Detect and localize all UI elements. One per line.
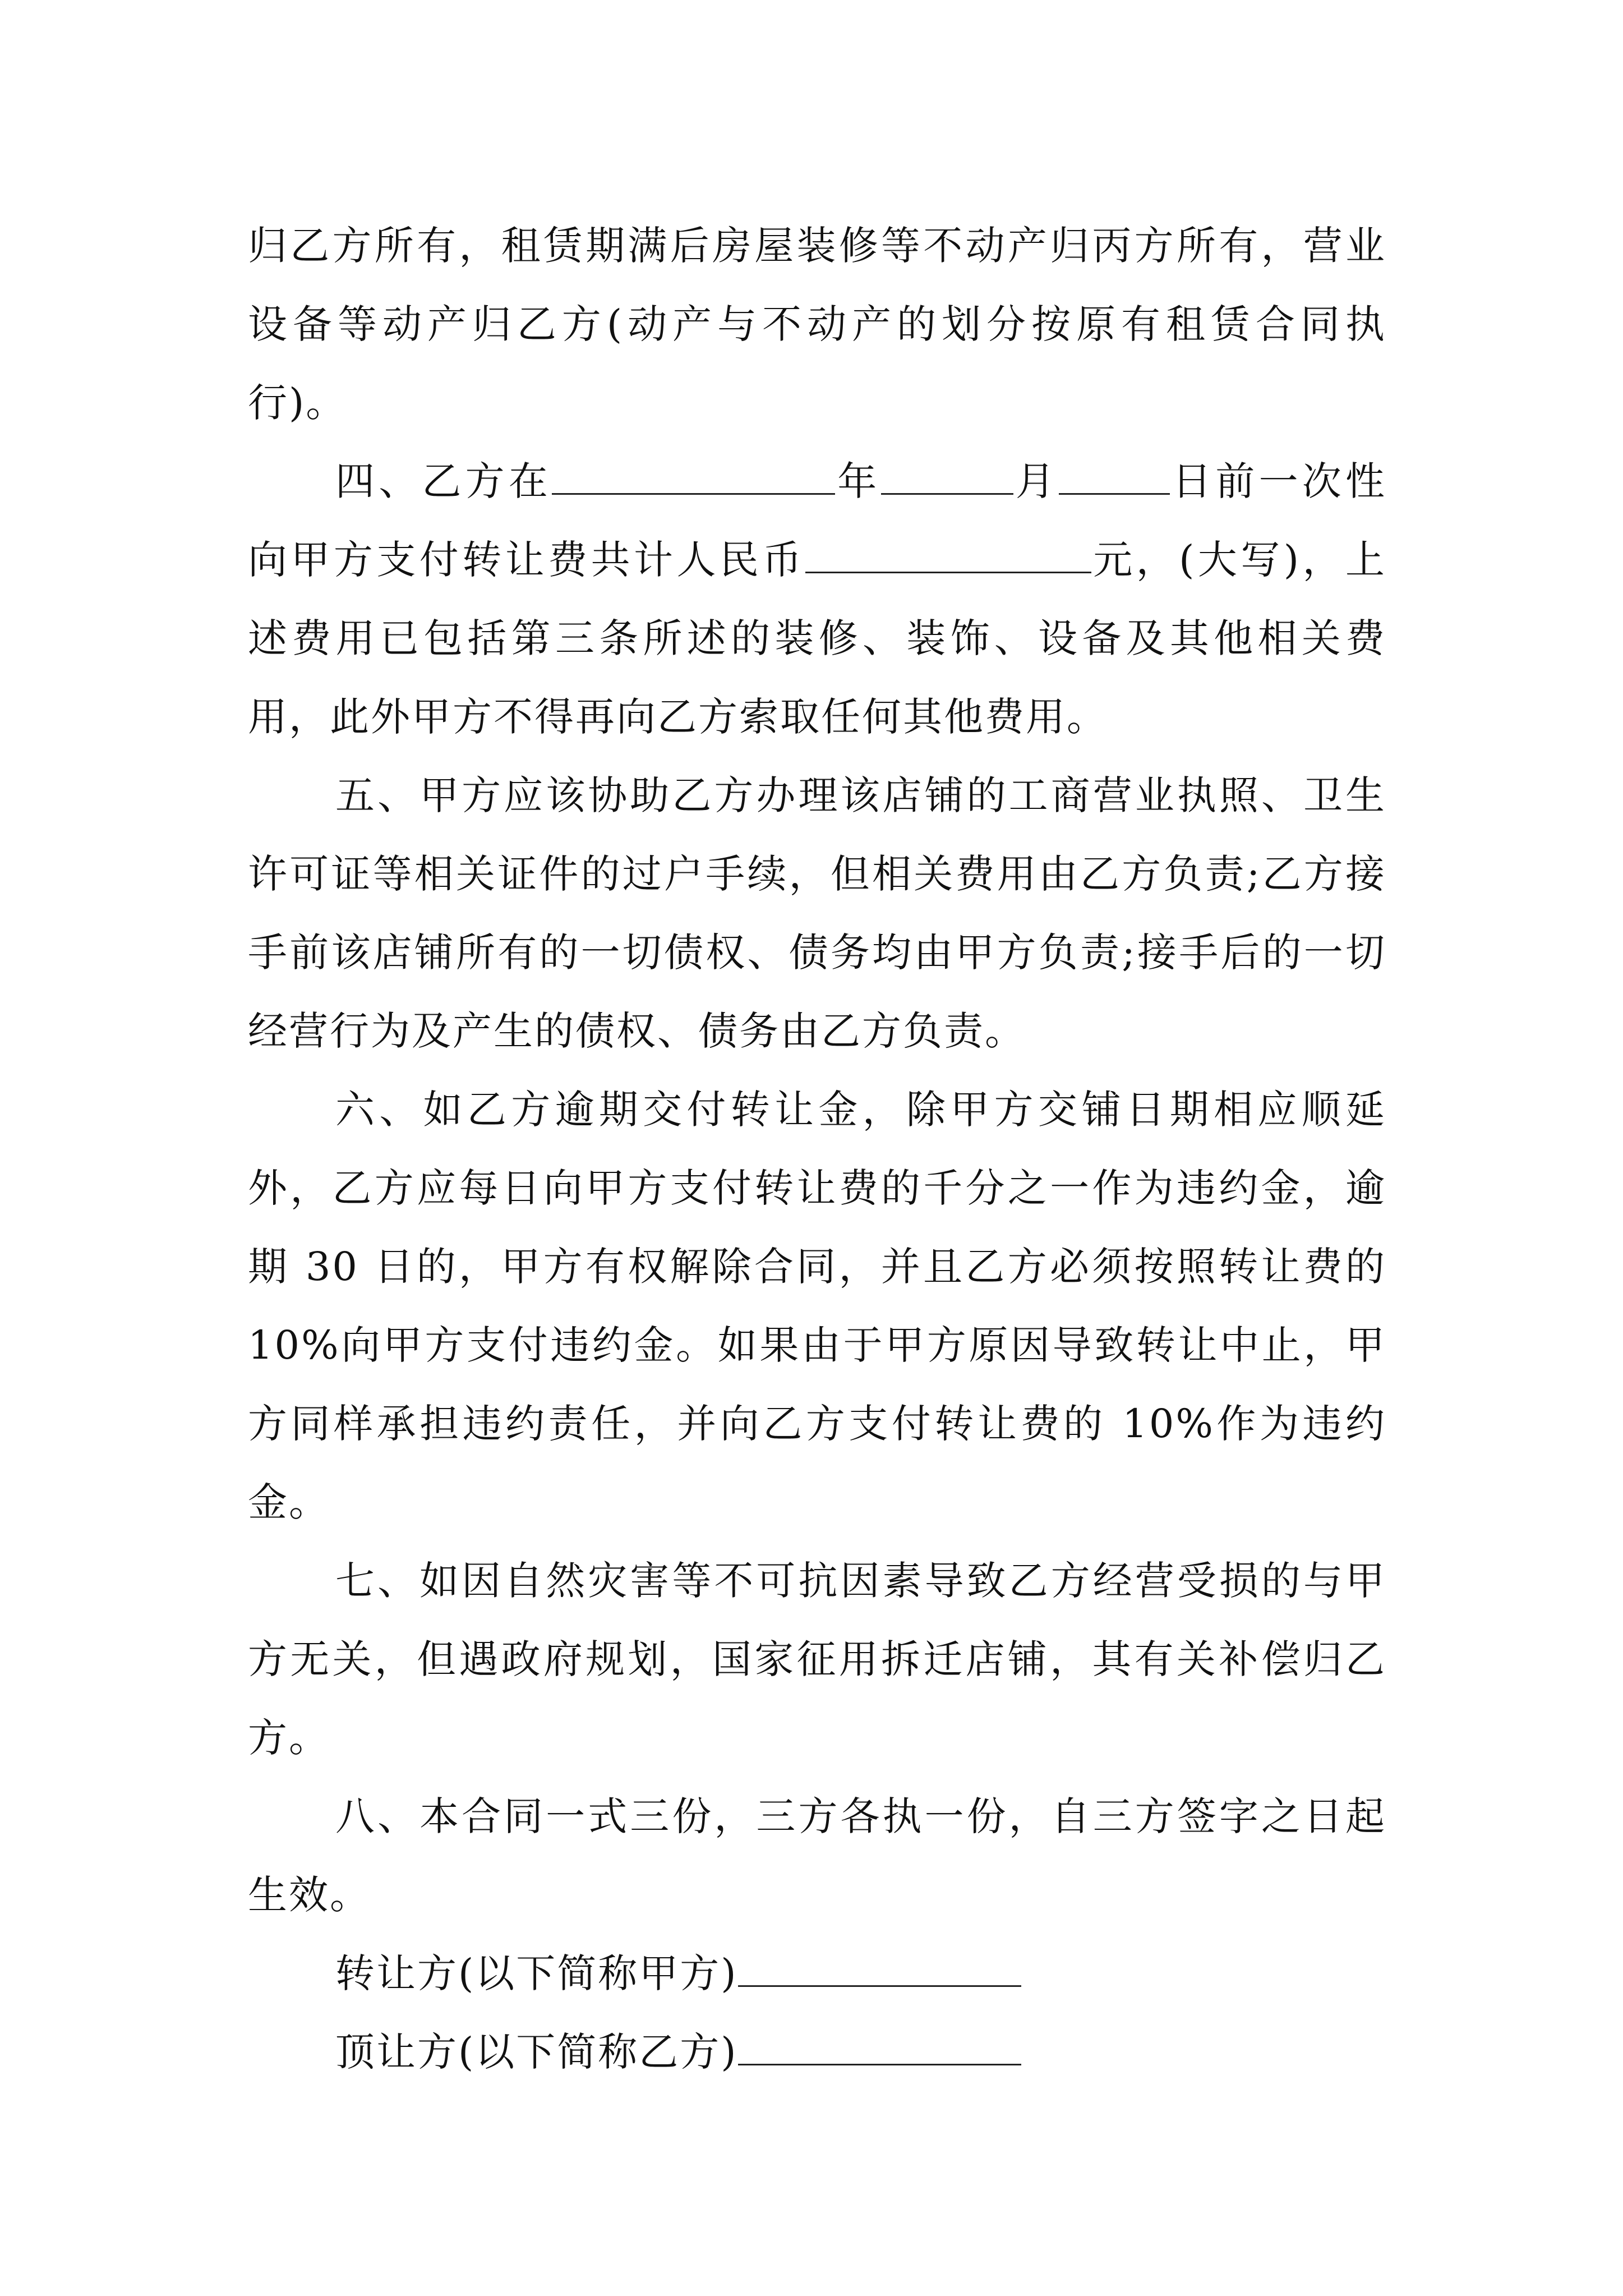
amount-blank	[805, 538, 1091, 573]
transferee-signature-line	[248, 2013, 1386, 2091]
paragraph-continuation: 归乙方所有，租赁期满后房屋装修等不动产归丙方所有，营业设备等动产归乙方(动产与不动产的划分按原有租赁合同执行)。	[248, 223, 1386, 426]
contract-body	[248, 206, 1386, 2091]
clause-4-text-5: 元，(大写)，上述费用已包括第三条所述的装修、装饰、设备及其他相关费用，此外甲方不得再向乙方索取任何其他费用。	[248, 537, 1387, 740]
clause-6: 六、如乙方逾期交付转让金，除甲方交铺日期相应顺延外，乙方应每日向甲方支付转让费的千分之一作为违约金，逾期 30 日的，甲方有权解除合同，并且乙方必须按照转让费的 10%向甲方支付违约金。如果由于甲方原因导致转让中止，甲方同样承担违约责任，并向乙方支付转让费的 10%作为违约金。	[248, 1087, 1386, 1525]
month-blank	[881, 459, 1013, 495]
transferee-signature-blank	[738, 2030, 1021, 2065]
clause-4-text-1: 四、乙方在	[335, 458, 552, 504]
clause-7: 七、如因自然灾害等不可抗因素导致乙方经营受损的与甲方无关，但遇政府规划，国家征用拆迁店铺，其有关补偿归乙方。	[248, 1558, 1386, 1761]
year-blank	[552, 459, 835, 495]
clause-8: 八、本合同一式三份，三方各执一份，自三方签字之日起生效。	[248, 1793, 1386, 1918]
transferor-label: 转让方(以下简称甲方)	[335, 1950, 738, 1996]
clause-4-text-2: 年	[835, 458, 881, 504]
clause-5: 五、甲方应该协助乙方办理该店铺的工商营业执照、卫生许可证等相关证件的过户手续，但相关费用由乙方负责;乙方接手前该店铺所有的一切债权、债务均由甲方负责;接手后的一切经营行为及产生的债权、债务由乙方负责。	[248, 772, 1386, 1054]
clause-4	[248, 442, 1386, 756]
transferor-signature-blank	[738, 1952, 1021, 1987]
transferee-label: 顶让方(以下简称乙方)	[335, 2029, 738, 2075]
day-blank	[1059, 459, 1170, 495]
transferor-signature-line	[248, 1934, 1386, 2013]
clause-4-text-3: 月	[1013, 458, 1059, 504]
clause-4-text-4: 日前一次性向甲方支付转让费共计人民币	[248, 458, 1387, 583]
